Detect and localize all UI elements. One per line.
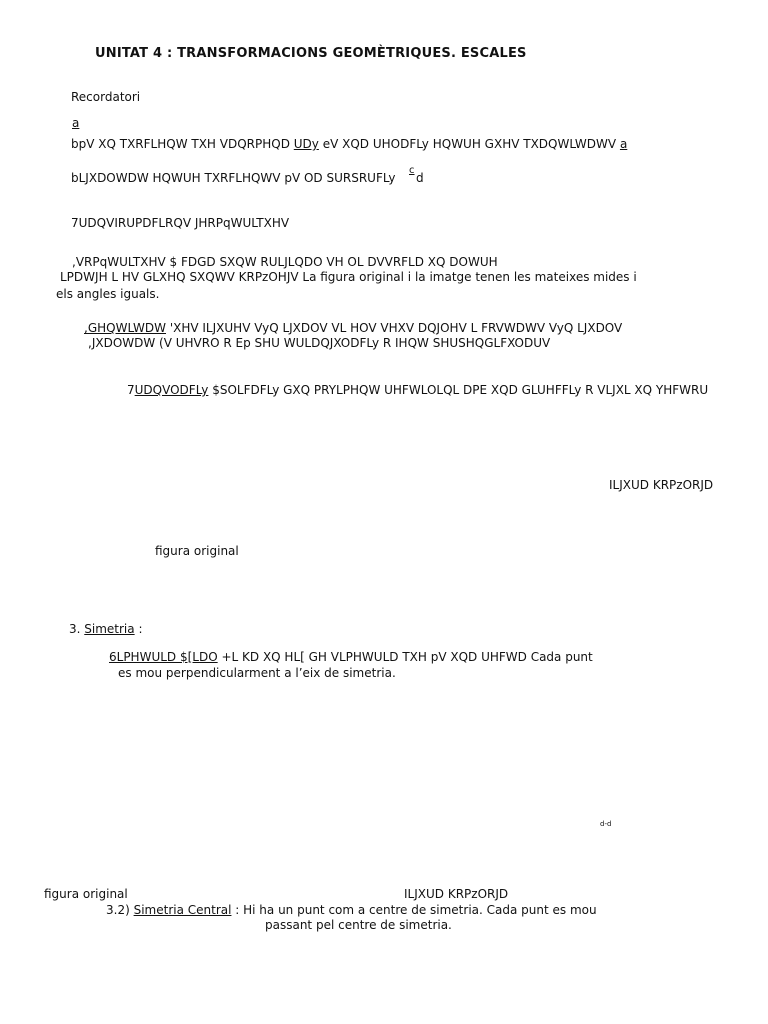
ratio-definition-text: pV XQ TXRFLHQW TXH VDQRPHQD xyxy=(78,137,294,151)
simetria-axial-line-1 xyxy=(109,650,593,665)
isometric-line-2-plain: La figura original i la imatge tenen les mateixes mides i xyxy=(302,270,637,284)
simetria-colon: : xyxy=(134,622,143,636)
translacio-line xyxy=(127,383,708,398)
figura-original-label-1: figura original xyxy=(155,544,239,558)
figura-original-label-2: figura original xyxy=(44,887,128,901)
identitat-line xyxy=(84,321,622,336)
figura-homologa-label-2: ILJXUD KRPzORJD xyxy=(404,887,509,901)
simetria-number: 3. xyxy=(69,622,85,636)
marker-a: a xyxy=(72,116,80,130)
isometric-line-1: ,VRPqWULTXHV $ FDGD SXQW RULJLQDO VH OL DVVRFLD XQ DOWUH xyxy=(72,255,498,269)
section-heading: 7UDQVIRUPDFLRQV JHRPqWULTXHV xyxy=(71,216,290,230)
simetria-central-line-2: passant pel centre de simetria. xyxy=(265,918,452,932)
isometric-line-2-garbled: LPDWJH L HV GLXHQ SXQWV KRPzOHJV xyxy=(60,270,303,284)
fraction-c: c xyxy=(409,165,415,176)
identitat-text: 'XHV ILJXUHV VyQ LJXDOV VL HOV VHXV DQJOHV L FRVWDWV VyQ LJXDOV xyxy=(166,321,623,335)
simetria-central-number: 3.2) xyxy=(106,903,134,917)
simetria-central-label: Simetria Central xyxy=(133,903,232,917)
translacio-label: UDQVODFLy xyxy=(134,383,209,397)
simetria-axial-text: +L KD XQ HL[ GH VLPHWULD TXH pV XQD UHFWD Cada punt xyxy=(217,650,593,664)
figura-homologa-label-1: ILJXUD KRPzORJD xyxy=(609,478,714,492)
ratio-definition-rest: eV XQD UHODFLy HQWUH GXHV TXDQWLWDWV xyxy=(318,137,620,151)
simetria-axial-line-2: es mou perpendicularment a l’eix de simetria. xyxy=(118,666,396,680)
marker-a-inline: a xyxy=(619,137,628,151)
fraction-d: d xyxy=(416,171,424,185)
page-title: UNITAT 4 : TRANSFORMACIONS GEOMÈTRIQUES. ESCALES xyxy=(95,46,527,61)
translacio-number: 7 xyxy=(127,383,135,397)
simetria-central-line-1 xyxy=(106,903,597,918)
recordatori-heading: Recordatori xyxy=(71,90,141,104)
isometric-line-3: els angles iguals. xyxy=(56,287,160,301)
simetria-axial-label: 6LPHWULD $[LDO xyxy=(109,650,218,664)
igualtat-line: ,JXDOWDW (V UHVRO R Ep SHU WULDQJXODFLy R IHQW SHUSHQGLFXODUV xyxy=(88,336,551,350)
simetria-label: Simetria xyxy=(84,622,135,636)
ratio-term: UDy xyxy=(293,137,319,151)
proportion-text: bLJXDOWDW HQWUH TXRFLHQWV pV OD SURSRUFLy xyxy=(71,171,396,185)
identitat-label: ,GHQWLWDW xyxy=(84,321,167,335)
translacio-text: $SOLFDFLy GXQ PRYLPHQW UHFWLOLQL DPE XQD GLUHFFLy R VLJXL XQ YHFWRU xyxy=(208,383,709,397)
marker-b: b xyxy=(71,137,79,151)
small-mark: d-d xyxy=(600,820,612,828)
proportion-definition-line xyxy=(71,171,396,186)
ratio-definition-line xyxy=(71,137,627,152)
simetria-central-text: : Hi ha un punt com a centre de simetria. Cada punt es mou xyxy=(231,903,597,917)
isometric-line-2 xyxy=(60,270,637,285)
simetria-heading xyxy=(69,622,142,637)
